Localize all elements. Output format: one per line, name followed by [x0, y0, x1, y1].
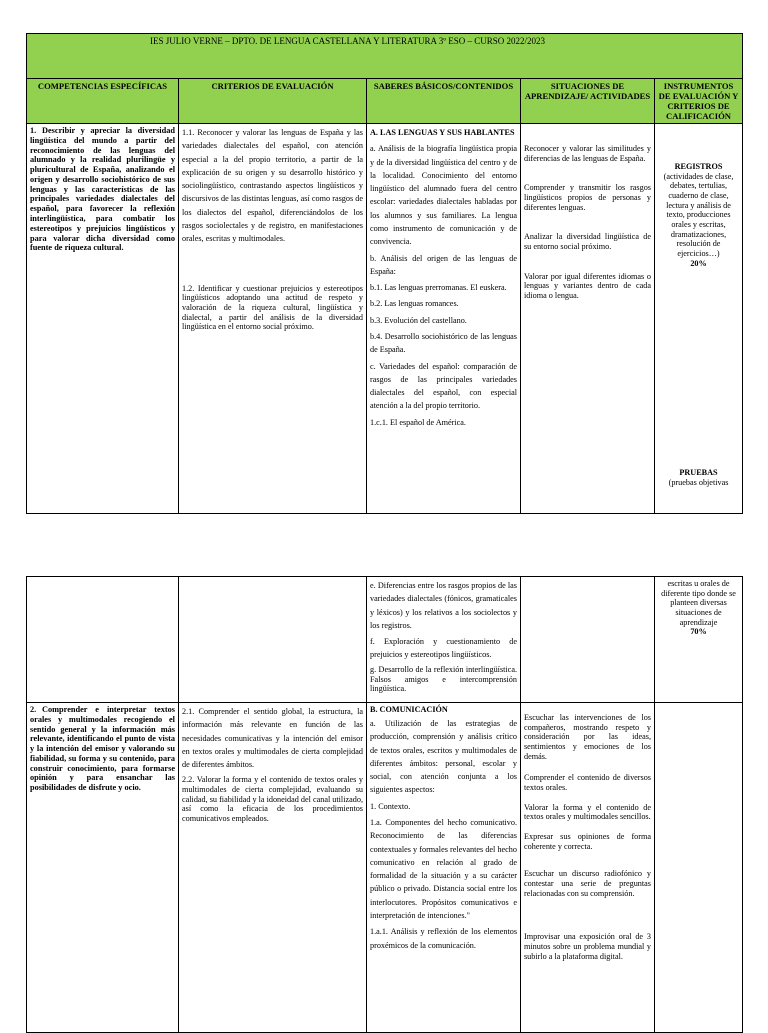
competencia-text: Comprender e interpretar textos orales y multimodales recogiendo el sentido general y la información más relevante, identificando el punto de vista y la intención del emisor y valorando su fiabilidad, su forma y su contenido, para construir conocimiento, para formarse opinión y para ensanchar las posibilidades de disfrute y ocio. — [30, 705, 175, 793]
pruebas-text: (pruebas objetivas — [668, 478, 729, 488]
pruebas-title: PRUEBAS — [679, 468, 718, 478]
situacion-item: Escuchar las intervenciones de los compañeros, mostrando respeto y consideración por las ideas, sentimientos y emociones de los demás. — [524, 713, 651, 761]
header-criterios: CRITERIOS DE EVALUACIÓN — [179, 79, 367, 124]
empty-cell — [179, 577, 367, 703]
situacion-item: Reconocer y valorar las similitudes y diferencias de las lenguas de España. — [524, 144, 651, 163]
header-situaciones: SITUACIONES DE APRENDIZAJE/ ACTIVIDADES — [521, 79, 655, 124]
saberes-item: b.3. Evolución del castellano. — [370, 315, 467, 325]
competencia-cell — [27, 703, 179, 1033]
saberes-cell — [367, 703, 521, 1033]
saberes-cell — [367, 577, 521, 703]
header-instrumentos: INSTRUMENTOS DE EVALUACIÓN Y CRITERIOS DE CALIFICACIÓN — [655, 79, 743, 124]
competencia-cell — [27, 124, 179, 514]
saberes-item: b.1. Las lenguas prerromanas. El euskera. — [370, 283, 507, 293]
saberes-item: 1.c.1. El español de América. — [370, 417, 466, 427]
situacion-item: Escuchar un discurso radiofónico y contestar una serie de preguntas relacionadas con su comprensión. — [524, 869, 651, 898]
header-competencias: COMPETENCIAS ESPECÍFICAS — [27, 79, 179, 124]
criterio-text: 1.2. Identificar y cuestionar prejuicios y estereotipos lingüísticos adoptando una actitud de respeto y valoración de la riqueza cultural, lingüística y dialectal, a partir del análisis de la diversidad lingüística en el entorno social próximo. — [182, 283, 363, 332]
saberes-item: f. Exploración y cuestionamiento de prejuicios y estereotipos lingüísticos. — [370, 637, 517, 660]
situacion-item: Improvisar una exposición oral de 3 minutos sobre un problema mundial y subirlo a la plataforma digital. — [524, 932, 651, 961]
curriculum-table-page2 — [26, 576, 743, 1033]
registros-title: REGISTROS — [674, 162, 723, 171]
criterios-cell — [179, 703, 367, 1033]
situacion-item: Analizar la diversidad lingüística de su entorno social próximo. — [524, 232, 651, 252]
situacion-item: Valorar la forma y el contenido de textos orales y multimodales sencillos. — [524, 802, 651, 822]
saberes-item: a. Utilización de las estrategias de producción, comprensión y análisis crítico de textos orales, escritos y multimodales de diferentes ámbitos: personal, escolar y social, con atención conjunta a los siguientes aspectos: — [370, 719, 517, 795]
curriculum-table-page1 — [26, 33, 743, 514]
instrumentos-text: escritas u orales de diferente tipo donde se planteen diversas situaciones de aprendizaje — [661, 579, 736, 627]
competencia-number: 1. — [30, 126, 37, 135]
situacion-item: Valorar por igual diferentes idiomas o lenguas y variantes dentro de cada idioma o lengua. — [524, 271, 651, 301]
saberes-section-title: B. COMUNICACIÓN — [370, 705, 448, 714]
saberes-item: 1.a.1. Análisis y reflexión de los elementos proxémicos de la comunicación. — [370, 927, 517, 950]
saberes-cell — [367, 124, 521, 514]
saberes-item: b. Análisis del origen de las lenguas de España: — [370, 253, 517, 276]
table-row — [27, 124, 743, 514]
saberes-item: g. Desarrollo de la reflexión interlingüística. Falsos amigos e intercomprensión lingüística. — [370, 664, 517, 694]
empty-cell — [655, 703, 743, 1033]
saberes-item: b.2. Las lenguas romances. — [370, 299, 459, 309]
header-saberes: SABERES BÁSICOS/CONTENIDOS — [367, 79, 521, 124]
situacion-item: Comprender el contenido de diversos textos orales. — [524, 773, 651, 793]
situacion-item: Comprender y transmitir los rasgos lingüísticos propios de personas y diferentes lenguas. — [524, 183, 651, 212]
criterios-cell — [179, 124, 367, 514]
saberes-item: 1. Contexto. — [370, 801, 411, 811]
saberes-item: c. Variedades del español: comparación de rasgos de las principales variedades dialectales del español, con especial atención a la del propio territorio. — [370, 361, 517, 411]
criterio-text: 2.1. Comprender el sentido global, la estructura, la información más relevante en función de las necesidades comunicativas y la intención del emisor en textos orales y multimodales de cierta complejidad de diferentes ámbitos. — [182, 707, 363, 770]
instrumentos-cell — [655, 124, 743, 514]
criterio-text: 1.1. Reconocer y valorar las lenguas de España y las variedades dialectales del español, con atención especial a la del propio territorio, a partir de la explicación de su origen y su desarrollo histórico y sociolingüístico, contrastando aspectos lingüísticos y discursivos de las distintas lenguas, así como rasgos de los dialectos del español, diferenciándolos de los rasgos sociolectales y de registro, en manifestaciones orales, escritas y multimodales. — [182, 128, 363, 244]
document-title-cell — [27, 34, 743, 79]
saberes-section-title: A. LAS LENGUAS Y SUS HABLANTES — [370, 128, 515, 137]
instrumentos-percentage: 70% — [690, 627, 707, 637]
situaciones-cell — [521, 124, 655, 514]
saberes-item: e. Diferencias entre los rasgos propios de las variedades dialectales (fónicos, gramaticales y léxicos) y los relativos a los sociolectos y los registros. — [370, 581, 517, 630]
situacion-item: Expresar sus opiniones de forma coherente y correcta. — [524, 832, 651, 851]
competencia-number: 2. — [30, 705, 37, 714]
empty-cell — [521, 577, 655, 703]
competencia-text: Describir y apreciar la diversidad lingüística del mundo a partir del reconocimiento de las lenguas del alumnado y la realidad plurilingüe y pluricultural de España, analizando el origen y desarrollo sociohistórico de sus lenguas y las características de las principales variedades dialectales del español, para favorecer la reflexión interlingüística, para combatir los estereotipos y prejuicios lingüísticos y para valorar dicha diversidad como fuente de riqueza cultural. — [30, 126, 175, 253]
registros-percentage: 20% — [690, 258, 707, 268]
document-title: IES JULIO VERNE – DPTO. DE LENGUA CASTELLANA Y LITERATURA 3º ESO – CURSO 2022/2023 — [150, 36, 546, 46]
empty-cell — [27, 577, 179, 703]
saberes-item: a. Análisis de la biografía lingüística propia y de la diversidad lingüística del centro y de la localidad. Conocimiento del entorno lingüístico del alumnado fuera del centro escolar: variedades dialectales habladas por los alumnos y sus familiares. La lengua como instrumento de comunicación y de convivencia. — [370, 144, 517, 247]
table-row — [27, 577, 743, 703]
saberes-item: 1.a. Componentes del hecho comunicativo. Reconocimiento de las diferencias contextuales y formales relevantes del hecho comunicativo en relación al grado de formalidad de la situación y a su carácter público o privado. Distancia social entre los interlocutores. Propósitos comunicativos e interpretación de intenciones." — [370, 817, 517, 920]
criterio-text: 2.2. Valorar la forma y el contenido de textos orales y multimodales de cierta complejidad, evaluando su calidad, su fiabilidad y la idoneidad del canal utilizado, así como la eficacia de los procedimientos comunicativos empleados. — [182, 775, 363, 824]
registros-text: (actividades de clase, debates, tertulias, cuaderno de clase, lectura y análisis de texto, producciones orales y escritas, dramatizaciones, resolución de ejercicios…) — [663, 171, 734, 259]
situaciones-cell — [521, 703, 655, 1033]
table-row — [27, 703, 743, 1033]
saberes-item: b.4. Desarrollo sociohistórico de las lenguas de España. — [370, 331, 517, 355]
instrumentos-cell — [655, 577, 743, 703]
